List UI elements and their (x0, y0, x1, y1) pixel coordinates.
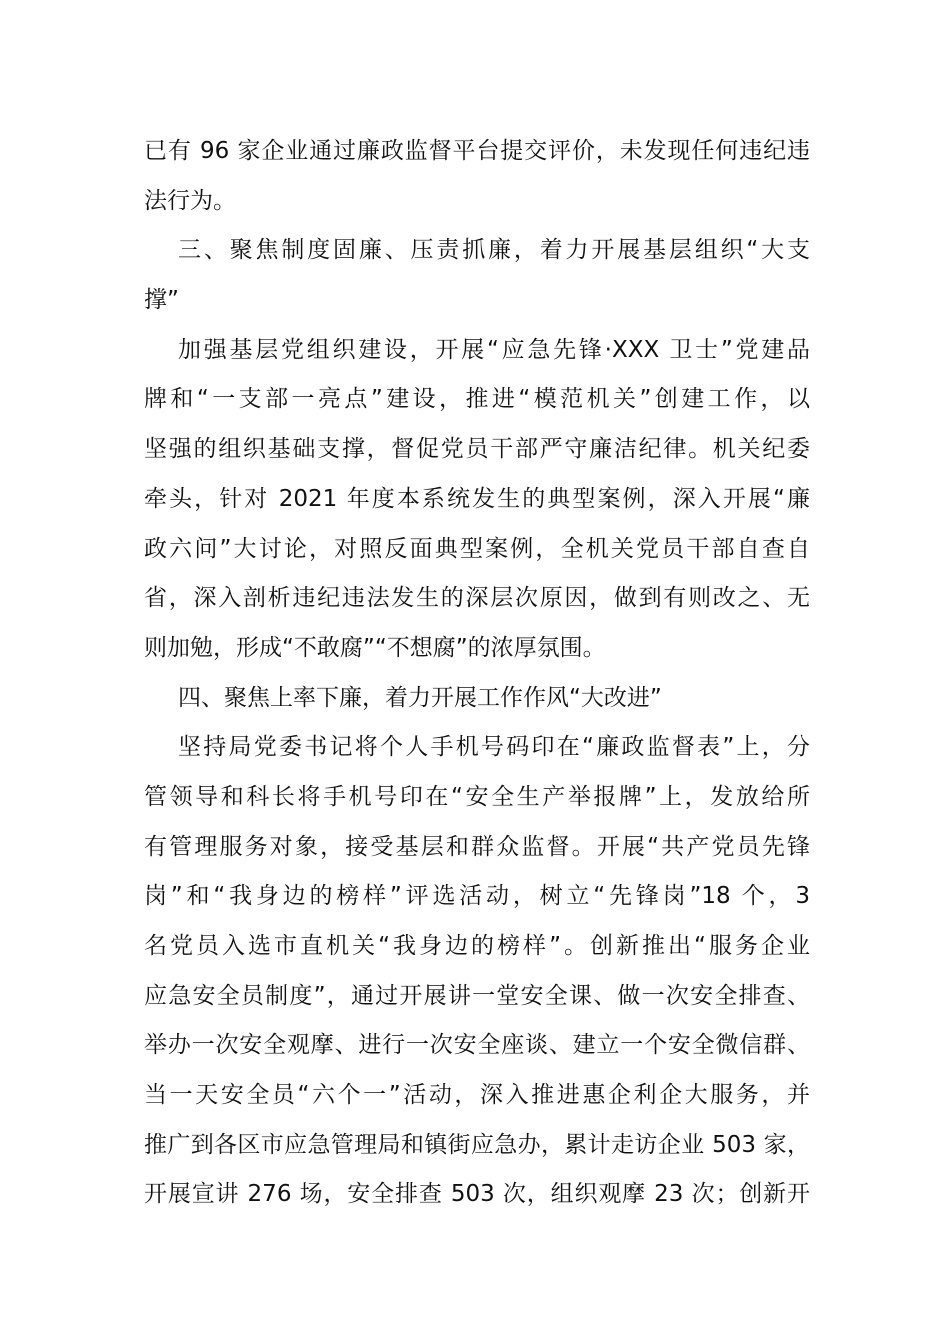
text-line: 推广到各区市应急管理局和镇街应急办，累计走访企业 503 家， (144, 1131, 810, 1158)
section-heading-3: 三、聚焦制度固廉、压责抓廉，着力开展基层组织“大支 (178, 237, 810, 264)
text-line: 已有 96 家企业通过廉政监督平台提交评价，未发现任何违纪违 (144, 138, 810, 164)
text-line: 坚强的组织基础支撑，督促党员干部严守廉洁纪律。机关纪委 (144, 436, 810, 463)
section-heading-4: 四、聚焦上率下廉，着力开展工作作风“大改进” (178, 684, 662, 711)
text-line: 则加勉，形成“不敢腐”“不想腐”的浓厚氛围。 (144, 634, 606, 661)
text-line: 牌和“一支部一亮点”建设，推进“模范机关”创建工作，以 (144, 386, 810, 413)
text-line: 省，深入剖析违纪违法发生的深层次原因，做到有则改之、无 (144, 585, 810, 612)
text-line: 开展宣讲 276 场，安全排查 503 次，组织观摩 23 次；创新开 (144, 1181, 810, 1208)
section-heading-3-continued: 撑” (144, 287, 179, 314)
text-line: 名党员入选市直机关“我身边的榜样”。创新推出“服务企业 (144, 933, 810, 959)
text-line: 管领导和科长将手机号印在“安全生产举报牌”上，发放给所 (144, 783, 810, 810)
text-line: 岗”和“我身边的榜样”评选活动，树立“先锋岗”18 个，3 (144, 883, 810, 910)
text-line: 有管理服务对象，接受基层和群众监督。开展“共产党员先锋 (144, 833, 810, 860)
body-text (144, 127, 810, 1220)
text-line: 法行为。 (144, 187, 236, 214)
text-line: 当一天安全员“六个一”活动，深入推进惠企利企大服务，并 (144, 1082, 810, 1109)
text-line: 应急安全员制度”，通过开展讲一堂安全课、做一次安全排查、 (144, 982, 810, 1009)
text-line: 坚持局党委书记将个人手机号码印在“廉政监督表”上，分 (178, 734, 810, 761)
text-line: 加强基层党组织建设，开展“应急先锋·XXX 卫士”党建品 (178, 336, 810, 363)
text-line: 政六问”大讨论，对照反面典型案例，全机关党员干部自查自 (144, 535, 810, 562)
text-line: 牵头，针对 2021 年度本系统发生的典型案例，深入开展“廉 (144, 485, 810, 512)
text-line: 举办一次安全观摩、进行一次安全座谈、建立一个安全微信群、 (144, 1032, 810, 1059)
